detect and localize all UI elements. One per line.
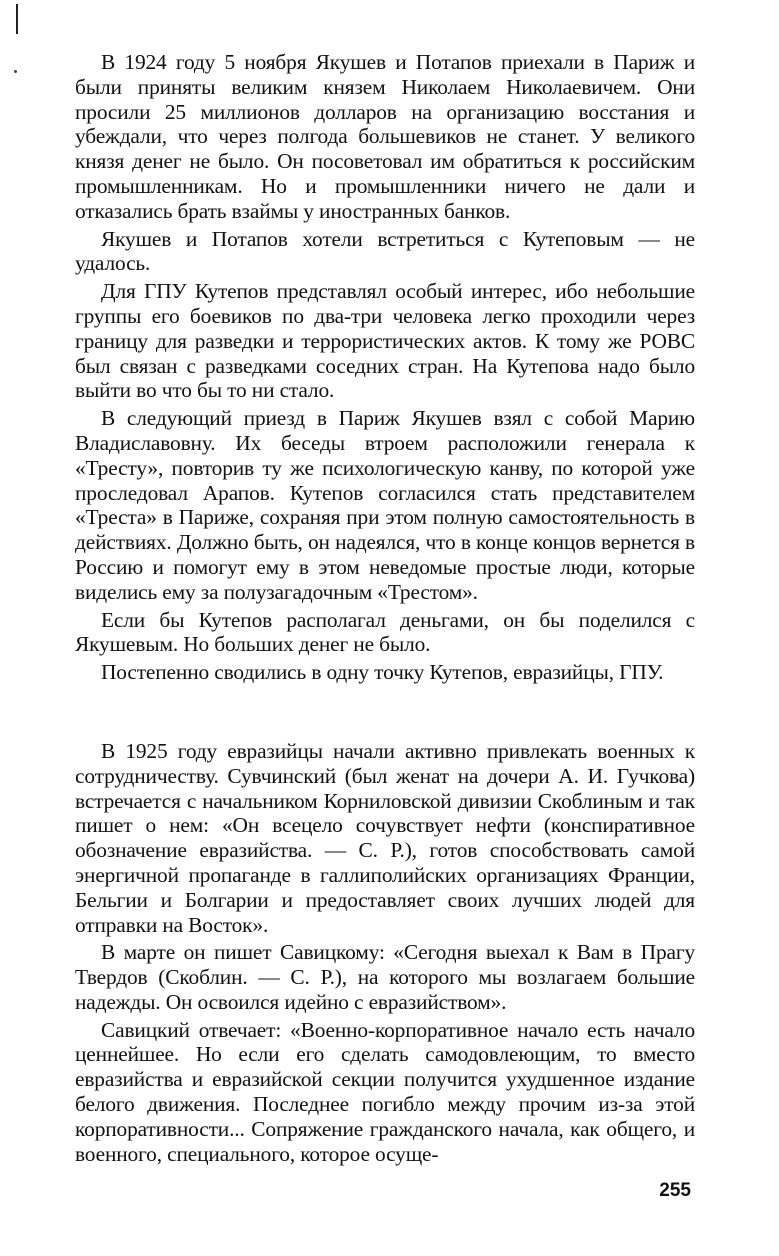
section-2 <box>75 739 695 1167</box>
section-break <box>75 685 695 739</box>
paragraph: Для ГПУ Кутепов представлял особый интерес, ибо небольшие группы его боевиков по два-три человека легко проходили через границу для разведки и террористических актов. К тому же РОВС был связан с разведками соседних стран. На Кутепова надо было выйти во что бы то ни стало. <box>75 279 695 403</box>
paragraph: Постепенно сводились в одну точку Кутепов, евразийцы, ГПУ. <box>101 660 664 685</box>
text-column <box>75 50 695 1166</box>
paragraph: Савицкий отвечает: «Военно-корпоративное начало есть начало ценнейшее. Но если его сделать самодовлеющим, то вместо евразийства и евразийской секции получится ухудшенное издание белого движения. Последнее погибло между прочим из-за этой корпоративности... Сопряжение гражданского начала, как общего, и военного, специального, которое осуще- <box>75 1017 695 1166</box>
scan-margin-mark <box>16 4 18 34</box>
paragraph: В 1925 году евразийцы начали активно привлекать военных к сотрудничеству. Сувчинский (был женат на дочери А. И. Гучкова) встречается с начальником Корниловской дивизии Скоблиным и так пишет о нем: «Он всецело сочувствует нефти (конспиративное обозначение евразийства. — С. Р.), готов способствовать самой энергичной пропаганде в галлиполийских организациях Франции, Бельгии и Болгарии и предоставляет своих лучших людей для отправки на Восток». <box>75 738 695 937</box>
paragraph: В следующий приезд в Париж Якушев взял с собой Марию Владиславовну. Их беседы втроем расположили генерала к «Тресту», повторив ту же психологическую канву, по которой уже проследовал Арапов. Кутепов согласился стать представителем «Треста» в Париже, сохраняя при этом полную самостоятельность в действиях. Должно быть, он надеялся, что в конце концов вернется в Россию и помогут ему в этом неведомые простые люди, которые виделись ему за полузагадочным «Трестом». <box>75 406 695 604</box>
paragraph: Якушев и Потапов хотели встретиться с Кутеповым — не удалось. <box>75 226 695 276</box>
section-1 <box>75 50 695 685</box>
paragraph: Если бы Кутепов располагал деньгами, он бы поделился с Якушевым. Но больших денег не было. <box>75 607 695 657</box>
scan-margin-dot <box>14 70 17 73</box>
paragraph: В 1924 году 5 ноября Якушев и Потапов приехали в Париж и были приняты великим князем Николаем Николаевичем. Они просили 25 миллионов долларов на организацию восстания и убеждали, что через полгода большевиков не станет. У великого князя денег не было. Он посоветовал им обратиться к российским промышленникам. Но и промышленники ничего не дали и отказались брать взаймы у иностранных банков. <box>75 50 695 223</box>
page-number: 255 <box>659 1180 691 1201</box>
paragraph: В марте он пишет Савицкому: «Сегодня выехал к Вам в Прагу Твердов (Скоблин. — С. Р.), на которого мы возлагаем большие надежды. Он освоился идейно с евразийством». <box>75 940 695 1014</box>
